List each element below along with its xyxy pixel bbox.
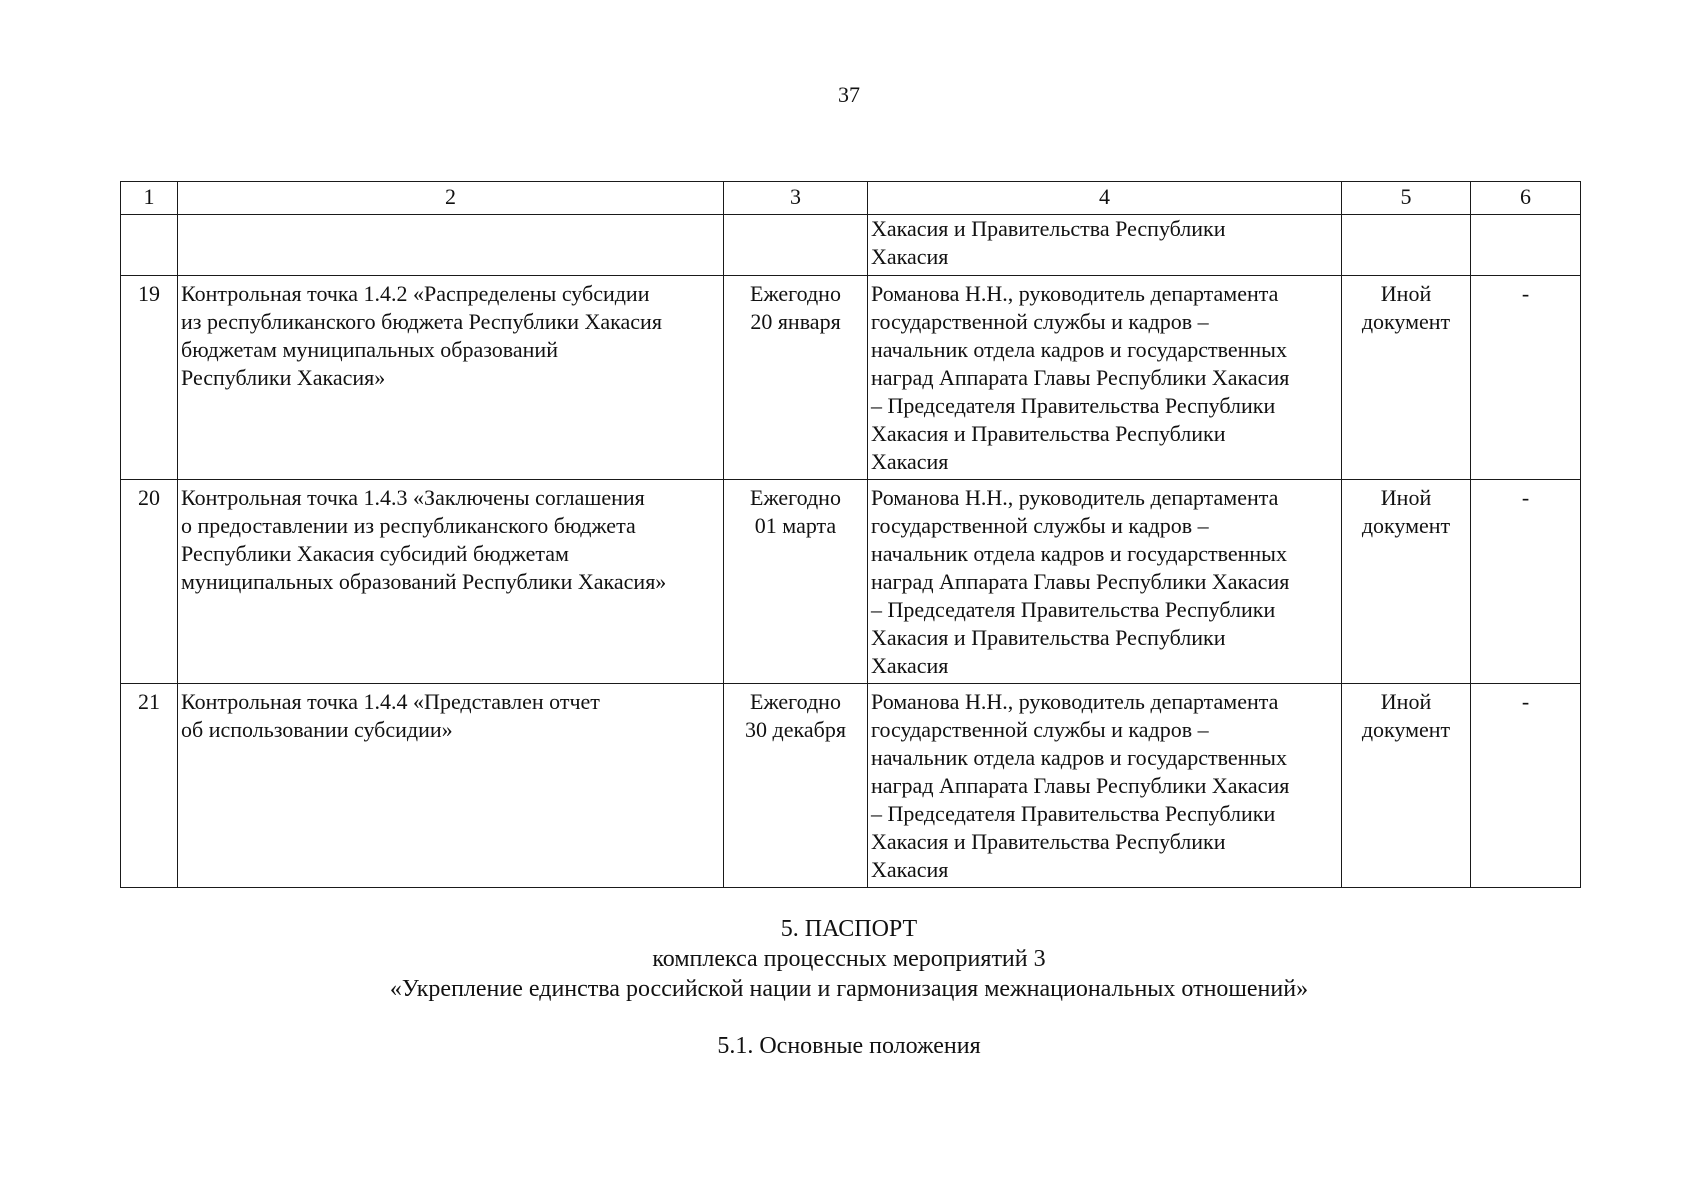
name-line: Республики Хакасия» bbox=[181, 365, 386, 390]
responsible-line: начальник отдела кадров и государственных bbox=[871, 541, 1287, 566]
header-cell: 2 bbox=[178, 182, 724, 215]
term-cell bbox=[724, 684, 868, 888]
col6-cell: - bbox=[1471, 684, 1581, 888]
term-cell bbox=[724, 480, 868, 684]
responsible-line: Хакасия и Правительства Республики bbox=[871, 421, 1226, 446]
row-number: 21 bbox=[121, 684, 178, 888]
responsible-cell bbox=[868, 684, 1342, 888]
empty-cell bbox=[121, 215, 178, 276]
header-cell: 3 bbox=[724, 182, 868, 215]
type-line: документ bbox=[1361, 717, 1451, 742]
row-number: 19 bbox=[121, 276, 178, 480]
responsible-line: Романова Н.Н., руководитель департамента bbox=[871, 281, 1279, 306]
header-cell: 6 bbox=[1471, 182, 1581, 215]
responsible-line: Романова Н.Н., руководитель департамента bbox=[871, 689, 1279, 714]
control-point-name-cell bbox=[178, 480, 724, 684]
term-cell bbox=[724, 276, 868, 480]
responsible-line: – Председателя Правительства Республики bbox=[871, 393, 1276, 418]
control-point-name-cell bbox=[178, 684, 724, 888]
page-number: 37 bbox=[838, 82, 860, 107]
responsible-line: начальник отдела кадров и государственных bbox=[871, 337, 1287, 362]
term-line: Ежегодно bbox=[750, 689, 841, 714]
responsible-line: Хакасия и Правительства Республики bbox=[871, 829, 1226, 854]
responsible-line: государственной службы и кадров – bbox=[871, 513, 1209, 538]
term-line: Ежегодно bbox=[750, 485, 841, 510]
table-header-row bbox=[121, 182, 1581, 215]
responsible-line: государственной службы и кадров – bbox=[871, 309, 1209, 334]
responsible-line: Хакасия bbox=[871, 857, 949, 882]
responsible-line: Хакасия bbox=[871, 653, 949, 678]
responsible-line: наград Аппарата Главы Республики Хакасия bbox=[871, 569, 1290, 594]
name-line: Республики Хакасия субсидий бюджетам bbox=[181, 541, 569, 566]
row-number: 20 bbox=[121, 480, 178, 684]
table-row bbox=[121, 684, 1581, 888]
section-subtitle: комплекса процессных мероприятий 3 bbox=[652, 946, 1046, 972]
name-line: Контрольная точка 1.4.4 «Представлен отчет bbox=[181, 689, 600, 714]
responsible-line: Хакасия bbox=[871, 449, 949, 474]
responsible-line: наград Аппарата Главы Республики Хакасия bbox=[871, 365, 1290, 390]
header-cell: 1 bbox=[121, 182, 178, 215]
empty-cell bbox=[1342, 215, 1471, 276]
name-line: Контрольная точка 1.4.2 «Распределены субсидии bbox=[181, 281, 650, 306]
col6-cell: - bbox=[1471, 276, 1581, 480]
name-line: из республиканского бюджета Республики Хакасия bbox=[181, 309, 662, 334]
type-line: Иной bbox=[1380, 485, 1432, 510]
document-type-cell bbox=[1342, 276, 1471, 480]
term-line: Ежегодно bbox=[750, 281, 841, 306]
responsible-line: наград Аппарата Главы Республики Хакасия bbox=[871, 773, 1290, 798]
responsible-line: Хакасия и Правительства Республики bbox=[871, 625, 1226, 650]
term-line: 01 марта bbox=[754, 513, 837, 538]
empty-cell bbox=[724, 215, 868, 276]
responsible-cell bbox=[868, 480, 1342, 684]
type-line: Иной bbox=[1380, 689, 1432, 714]
col6-cell: - bbox=[1471, 480, 1581, 684]
responsible-line: Романова Н.Н., руководитель департамента bbox=[871, 485, 1279, 510]
subsection-title: 5.1. Основные положения bbox=[717, 1033, 981, 1059]
name-line: об использовании субсидии» bbox=[181, 717, 453, 742]
control-points-table bbox=[120, 181, 1581, 888]
section-subtitle: «Укрепление единства российской нации и гармонизация межнациональных отношений» bbox=[389, 976, 1309, 1002]
header-cell: 5 bbox=[1342, 182, 1471, 215]
name-line: о предоставлении из республиканского бюджета bbox=[181, 513, 636, 538]
name-line: бюджетам муниципальных образований bbox=[181, 337, 558, 362]
type-line: документ bbox=[1361, 309, 1451, 334]
responsible-line: начальник отдела кадров и государственных bbox=[871, 745, 1287, 770]
term-line: 30 декабря bbox=[745, 717, 846, 742]
responsible-line: – Председателя Правительства Республики bbox=[871, 597, 1276, 622]
table-row bbox=[121, 480, 1581, 684]
control-point-name-cell bbox=[178, 276, 724, 480]
header-cell: 4 bbox=[868, 182, 1342, 215]
continuation-row bbox=[121, 215, 1581, 276]
responsible-cell bbox=[868, 215, 1342, 276]
name-line: Контрольная точка 1.4.3 «Заключены соглашения bbox=[181, 485, 645, 510]
type-line: Иной bbox=[1380, 281, 1432, 306]
empty-cell bbox=[178, 215, 724, 276]
table-row bbox=[121, 276, 1581, 480]
responsible-line: Хакасия bbox=[871, 244, 949, 269]
responsible-line: государственной службы и кадров – bbox=[871, 717, 1209, 742]
type-line: документ bbox=[1361, 513, 1451, 538]
term-line: 20 января bbox=[750, 309, 841, 334]
document-type-cell bbox=[1342, 684, 1471, 888]
responsible-line: – Председателя Правительства Республики bbox=[871, 801, 1276, 826]
responsible-cell bbox=[868, 276, 1342, 480]
document-type-cell bbox=[1342, 480, 1471, 684]
responsible-line: Хакасия и Правительства Республики bbox=[871, 216, 1226, 241]
empty-cell bbox=[1471, 215, 1581, 276]
section-title: 5. ПАСПОРТ bbox=[780, 916, 918, 942]
name-line: муниципальных образований Республики Хакасия» bbox=[181, 569, 667, 594]
